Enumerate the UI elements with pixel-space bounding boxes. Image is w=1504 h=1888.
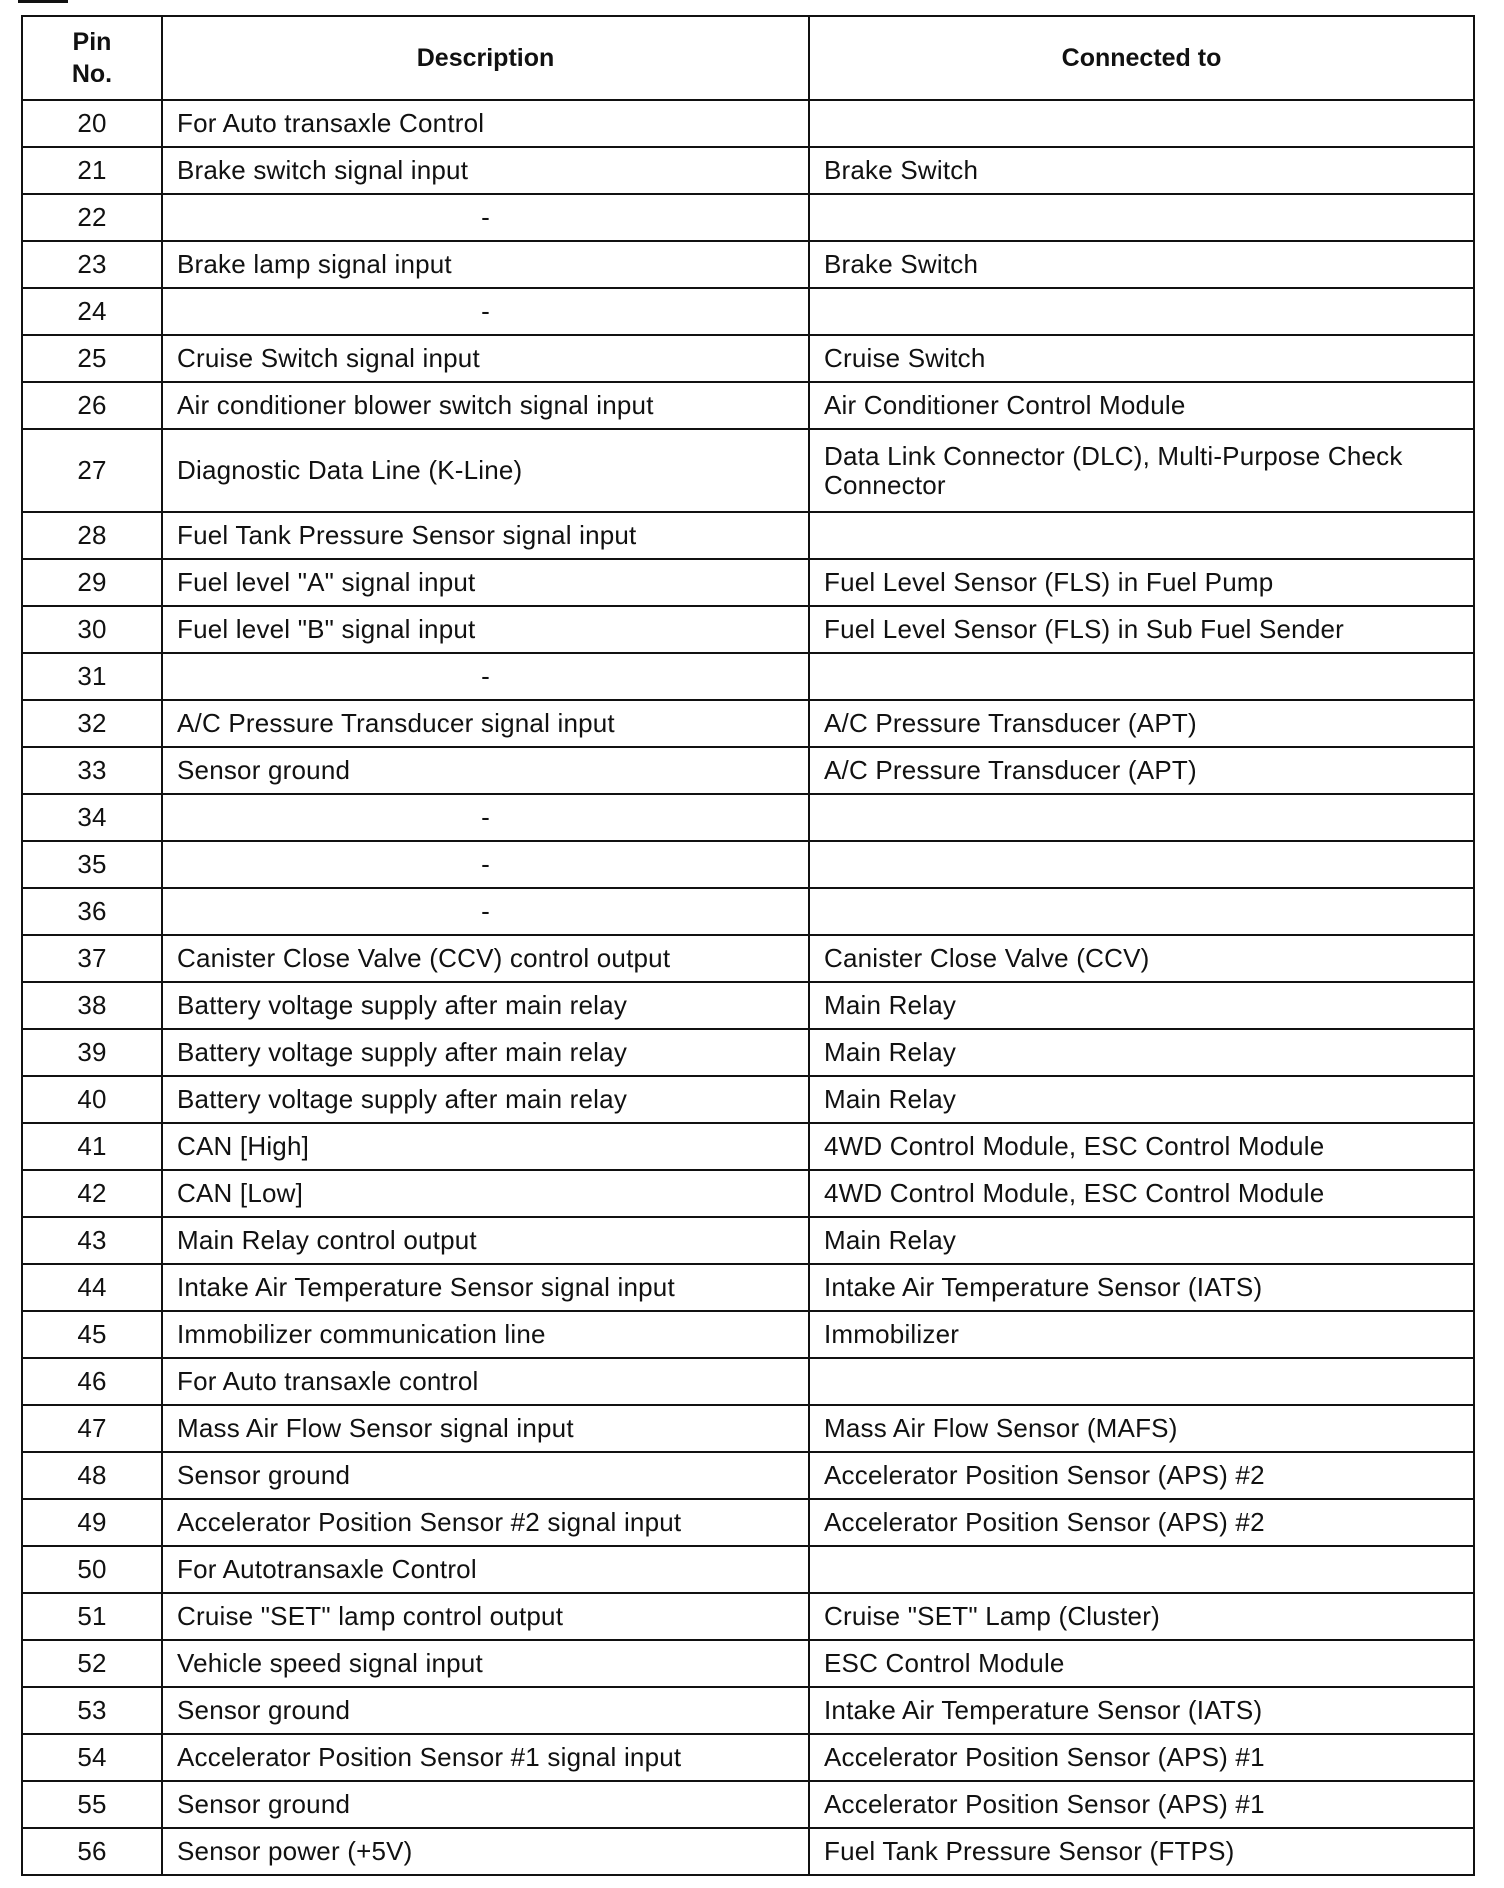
pin-number: 45 (22, 1311, 162, 1358)
pin-number: 43 (22, 1217, 162, 1264)
pin-table (21, 15, 1475, 1876)
pin-description: Diagnostic Data Line (K-Line) (162, 429, 809, 512)
table-row (22, 1217, 1474, 1264)
pin-description: - (162, 794, 809, 841)
pin-connected-to: Main Relay (809, 1029, 1474, 1076)
pin-number: 34 (22, 794, 162, 841)
table-row (22, 1593, 1474, 1640)
pin-number: 55 (22, 1781, 162, 1828)
table-row (22, 1781, 1474, 1828)
pin-description: - (162, 888, 809, 935)
header-row (22, 16, 1474, 100)
pin-description: Fuel level "A" signal input (162, 559, 809, 606)
table-row (22, 382, 1474, 429)
pin-description: A/C Pressure Transducer signal input (162, 700, 809, 747)
pin-description: Brake switch signal input (162, 147, 809, 194)
table-row (22, 288, 1474, 335)
table-body (22, 100, 1474, 1875)
table-row (22, 700, 1474, 747)
pin-number: 54 (22, 1734, 162, 1781)
table-row (22, 1546, 1474, 1593)
pin-connected-to (809, 100, 1474, 147)
header-description: Description (162, 16, 809, 100)
table-row (22, 1311, 1474, 1358)
table-row (22, 335, 1474, 382)
pin-number: 53 (22, 1687, 162, 1734)
pin-number: 33 (22, 747, 162, 794)
pin-connected-to: Intake Air Temperature Sensor (IATS) (809, 1687, 1474, 1734)
pin-description: Sensor power (+5V) (162, 1828, 809, 1875)
pin-number: 44 (22, 1264, 162, 1311)
pin-description: Mass Air Flow Sensor signal input (162, 1405, 809, 1452)
table-row (22, 935, 1474, 982)
pin-number: 47 (22, 1405, 162, 1452)
pin-description: Cruise "SET" lamp control output (162, 1593, 809, 1640)
pin-description: Fuel Tank Pressure Sensor signal input (162, 512, 809, 559)
pin-description: Sensor ground (162, 747, 809, 794)
pin-number: 39 (22, 1029, 162, 1076)
pin-number: 37 (22, 935, 162, 982)
pin-connected-to: ESC Control Module (809, 1640, 1474, 1687)
table-row (22, 1499, 1474, 1546)
pin-number: 22 (22, 194, 162, 241)
pin-connected-to: Cruise Switch (809, 335, 1474, 382)
pin-connected-to (809, 653, 1474, 700)
table-row (22, 559, 1474, 606)
pin-number: 51 (22, 1593, 162, 1640)
table-row (22, 1828, 1474, 1875)
table-row (22, 147, 1474, 194)
pin-number: 26 (22, 382, 162, 429)
pin-connected-to: Main Relay (809, 1076, 1474, 1123)
pin-description: For Auto transaxle Control (162, 100, 809, 147)
table-row (22, 888, 1474, 935)
pin-description: CAN [High] (162, 1123, 809, 1170)
pin-description: Sensor ground (162, 1781, 809, 1828)
table-row (22, 982, 1474, 1029)
pin-description: Battery voltage supply after main relay (162, 1076, 809, 1123)
pin-connected-to: 4WD Control Module, ESC Control Module (809, 1170, 1474, 1217)
pin-number: 56 (22, 1828, 162, 1875)
table-row (22, 1123, 1474, 1170)
pin-connected-to: Fuel Tank Pressure Sensor (FTPS) (809, 1828, 1474, 1875)
table-row (22, 747, 1474, 794)
pin-connected-to: Data Link Connector (DLC), Multi-Purpose Check Connector (809, 429, 1474, 512)
pin-description: Air conditioner blower switch signal input (162, 382, 809, 429)
header-connected-to: Connected to (809, 16, 1474, 100)
pin-connected-to (809, 194, 1474, 241)
pin-connected-to: Main Relay (809, 1217, 1474, 1264)
pin-number: 46 (22, 1358, 162, 1405)
pin-number: 21 (22, 147, 162, 194)
pin-number: 41 (22, 1123, 162, 1170)
pin-connected-to: Canister Close Valve (CCV) (809, 935, 1474, 982)
header-pin-line2: No. (71, 60, 113, 88)
table-row (22, 1452, 1474, 1499)
pin-connected-to: Fuel Level Sensor (FLS) in Fuel Pump (809, 559, 1474, 606)
pin-number: 32 (22, 700, 162, 747)
pin-description: CAN [Low] (162, 1170, 809, 1217)
table-row (22, 841, 1474, 888)
pin-number: 25 (22, 335, 162, 382)
table-row (22, 100, 1474, 147)
pin-connected-to: Main Relay (809, 982, 1474, 1029)
table-row (22, 1640, 1474, 1687)
pin-connected-to: Brake Switch (809, 147, 1474, 194)
table-row (22, 1170, 1474, 1217)
pin-connected-to (809, 1546, 1474, 1593)
pin-description: Canister Close Valve (CCV) control output (162, 935, 809, 982)
pin-description: Brake lamp signal input (162, 241, 809, 288)
table-row (22, 1029, 1474, 1076)
pin-number: 42 (22, 1170, 162, 1217)
pin-description: Accelerator Position Sensor #1 signal input (162, 1734, 809, 1781)
table-row (22, 794, 1474, 841)
table-row (22, 653, 1474, 700)
pin-description: Sensor ground (162, 1452, 809, 1499)
pin-number: 50 (22, 1546, 162, 1593)
table-row (22, 1405, 1474, 1452)
pin-connected-to: Accelerator Position Sensor (APS) #1 (809, 1734, 1474, 1781)
pin-connected-to (809, 1358, 1474, 1405)
pin-number: 29 (22, 559, 162, 606)
pin-description: - (162, 194, 809, 241)
pin-description: Battery voltage supply after main relay (162, 1029, 809, 1076)
table-row (22, 512, 1474, 559)
pin-description: - (162, 841, 809, 888)
table-row (22, 1687, 1474, 1734)
table-row (22, 194, 1474, 241)
pin-connected-to: Accelerator Position Sensor (APS) #1 (809, 1781, 1474, 1828)
pin-number: 35 (22, 841, 162, 888)
table-row (22, 1076, 1474, 1123)
pin-connected-to: A/C Pressure Transducer (APT) (809, 700, 1474, 747)
pin-number: 52 (22, 1640, 162, 1687)
pin-number: 27 (22, 429, 162, 512)
pin-description: Accelerator Position Sensor #2 signal input (162, 1499, 809, 1546)
pin-number: 49 (22, 1499, 162, 1546)
pin-number: 28 (22, 512, 162, 559)
pin-number: 30 (22, 606, 162, 653)
pin-connected-to: Fuel Level Sensor (FLS) in Sub Fuel Sender (809, 606, 1474, 653)
pin-connected-to: Mass Air Flow Sensor (MAFS) (809, 1405, 1474, 1452)
pin-number: 38 (22, 982, 162, 1029)
pin-number: 24 (22, 288, 162, 335)
pin-connected-to: Cruise "SET" Lamp (Cluster) (809, 1593, 1474, 1640)
pin-description: Immobilizer communication line (162, 1311, 809, 1358)
pin-number: 36 (22, 888, 162, 935)
table-row (22, 606, 1474, 653)
pin-number: 20 (22, 100, 162, 147)
pin-description: - (162, 288, 809, 335)
pin-description: For Autotransaxle Control (162, 1546, 809, 1593)
pin-connected-to: Air Conditioner Control Module (809, 382, 1474, 429)
pin-connected-to: Accelerator Position Sensor (APS) #2 (809, 1452, 1474, 1499)
pin-description: Cruise Switch signal input (162, 335, 809, 382)
pin-connected-to: A/C Pressure Transducer (APT) (809, 747, 1474, 794)
pin-description: Battery voltage supply after main relay (162, 982, 809, 1029)
pin-description: Sensor ground (162, 1687, 809, 1734)
pin-description: Intake Air Temperature Sensor signal input (162, 1264, 809, 1311)
pin-description: Fuel level "B" signal input (162, 606, 809, 653)
pin-number: 31 (22, 653, 162, 700)
pin-connected-to (809, 288, 1474, 335)
table-row (22, 241, 1474, 288)
pin-connected-to: 4WD Control Module, ESC Control Module (809, 1123, 1474, 1170)
pin-connected-to: Accelerator Position Sensor (APS) #2 (809, 1499, 1474, 1546)
pin-description: - (162, 653, 809, 700)
pin-number: 40 (22, 1076, 162, 1123)
header-pin-line1: Pin (72, 28, 112, 56)
pin-connected-to (809, 794, 1474, 841)
pin-connected-to: Immobilizer (809, 1311, 1474, 1358)
header-pin-no (22, 16, 162, 100)
table-row (22, 1734, 1474, 1781)
table-row (22, 1264, 1474, 1311)
pin-description: For Auto transaxle control (162, 1358, 809, 1405)
pin-description: Vehicle speed signal input (162, 1640, 809, 1687)
pin-connected-to (809, 841, 1474, 888)
corner-rule (18, 0, 68, 3)
pin-description: Main Relay control output (162, 1217, 809, 1264)
pin-connected-to: Intake Air Temperature Sensor (IATS) (809, 1264, 1474, 1311)
pin-number: 48 (22, 1452, 162, 1499)
table-row (22, 429, 1474, 512)
pin-connected-to (809, 512, 1474, 559)
pin-connected-to (809, 888, 1474, 935)
table-row (22, 1358, 1474, 1405)
pin-number: 23 (22, 241, 162, 288)
pin-connected-to: Brake Switch (809, 241, 1474, 288)
